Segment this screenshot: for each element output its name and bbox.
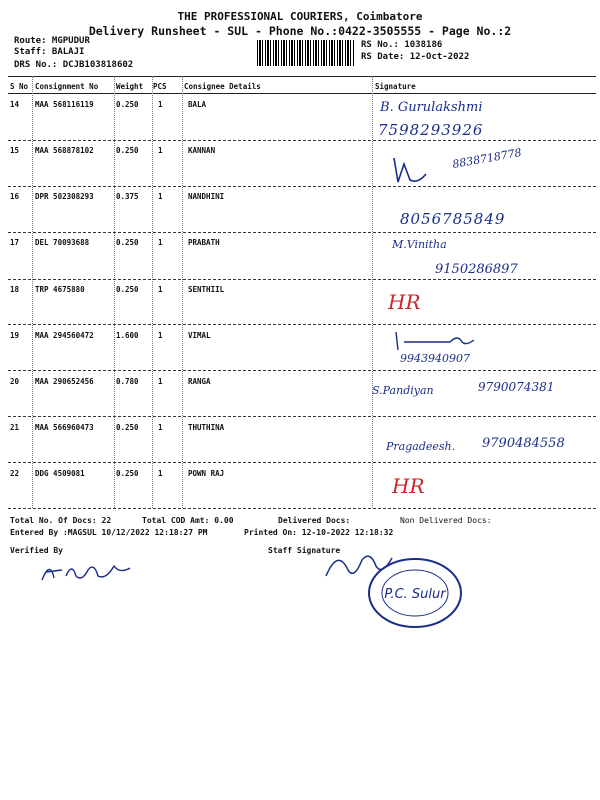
- row-consignment: TRP 4675880: [35, 285, 85, 294]
- row-divider: [8, 324, 596, 325]
- signature-phone: 8838718778: [451, 146, 523, 171]
- row-consignment: MAA 568878102: [35, 146, 94, 155]
- row-consignee: THUTHINA: [188, 423, 225, 432]
- col-header-weight: Weight: [116, 82, 144, 91]
- row-pcs: 1: [158, 285, 163, 294]
- row-consignment: MAA 566960473: [35, 423, 94, 432]
- signature-mark: HR: [392, 474, 425, 498]
- row-weight: 0.250: [116, 238, 139, 247]
- col-header-signature: Signature: [375, 82, 416, 91]
- row-consignee: SENTHIIL: [188, 285, 225, 294]
- post-office-stamp: [365, 555, 465, 630]
- row-weight: 0.250: [116, 146, 139, 155]
- signature-phone: 8056785849: [400, 210, 506, 228]
- row-consignee: POWN RAJ: [188, 469, 225, 478]
- rs-date: RS Date: 12-Oct-2022: [361, 52, 470, 62]
- signature-phone: 7598293926: [378, 121, 484, 139]
- row-weight: 1.600: [116, 331, 139, 340]
- row-sno: 14: [10, 100, 20, 109]
- row-divider: [8, 370, 596, 371]
- company-title: THE PROFESSIONAL COURIERS, Coimbatore: [177, 10, 423, 23]
- header-bottom-border: [8, 93, 596, 94]
- row-weight: 0.250: [116, 285, 139, 294]
- delivered-docs: Delivered Docs:: [278, 516, 351, 525]
- row-sno: 21: [10, 423, 20, 432]
- row-weight: 0.250: [116, 423, 139, 432]
- row-weight: 0.780: [116, 377, 139, 386]
- row-divider: [8, 416, 596, 417]
- row-pcs: 1: [158, 377, 163, 386]
- signature-scribble: [390, 330, 480, 352]
- total-cod: Total COD Amt: 0.00: [142, 516, 234, 525]
- row-sno: 18: [10, 285, 20, 294]
- row-sno: 15: [10, 146, 20, 155]
- row-consignment: DDG 4509081: [35, 469, 85, 478]
- signature-mark: HR: [388, 290, 421, 314]
- row-consignment: DEL 70093688: [35, 238, 90, 247]
- rs-number: RS No.: 1038186: [361, 40, 443, 50]
- row-consignee: KANNAN: [188, 146, 216, 155]
- table-top-border: [8, 76, 596, 77]
- signature-phone: 9790484558: [482, 436, 565, 451]
- row-weight: 0.250: [116, 100, 139, 109]
- row-divider: [8, 140, 596, 141]
- row-weight: 0.375: [116, 192, 139, 201]
- drs-number: DRS No.: DCJB103818602: [14, 60, 134, 70]
- row-sno: 22: [10, 469, 20, 478]
- non-delivered-docs: Non Delivered Docs:: [400, 516, 492, 525]
- printed-on: Printed On: 12-10-2022 12:18:32: [244, 528, 394, 537]
- row-divider: [8, 279, 596, 280]
- runsheet-subtitle: Delivery Runsheet - SUL - Phone No.:0422-3505555 - Page No.:2: [88, 24, 512, 38]
- row-divider: [8, 186, 596, 187]
- row-pcs: 1: [158, 469, 163, 478]
- col-header-pcs: PCS: [153, 82, 167, 91]
- row-divider: [8, 462, 596, 463]
- row-consignee: RANGA: [188, 377, 211, 386]
- signature-text: M.Vinitha: [392, 238, 447, 251]
- verified-by-label: Verified By: [10, 546, 63, 555]
- signature-text: Pragadeesh.: [386, 440, 456, 453]
- row-consignment: MAA 568116119: [35, 100, 94, 109]
- row-weight: 0.250: [116, 469, 139, 478]
- col-header-consignee: Consignee Details: [184, 82, 261, 91]
- signature-text: B. Gurulakshmi: [380, 100, 483, 115]
- staff-label: Staff: BALAJI: [14, 47, 85, 57]
- entered-by: Entered By :MAGSUL 10/12/2022 12:18:27 PM: [10, 528, 208, 537]
- signature-phone: 9790074381: [478, 380, 555, 394]
- verifier-signature: [36, 556, 136, 588]
- row-pcs: 1: [158, 100, 163, 109]
- row-consignee: BALA: [188, 100, 207, 109]
- row-pcs: 1: [158, 238, 163, 247]
- row-sno: 20: [10, 377, 20, 386]
- row-consignee: PRABATH: [188, 238, 220, 247]
- row-pcs: 1: [158, 331, 163, 340]
- row-pcs: 1: [158, 146, 163, 155]
- col-header-consignment: Consignment No: [35, 82, 99, 91]
- row-sno: 17: [10, 238, 20, 247]
- stamp-text: P.C. Sulur: [384, 587, 446, 602]
- row-consignment: MAA 290652456: [35, 377, 94, 386]
- row-divider: [8, 232, 596, 233]
- row-pcs: 1: [158, 192, 163, 201]
- signature-scribble: [386, 152, 446, 192]
- barcode: [257, 40, 355, 66]
- table-bottom-border: [8, 508, 596, 509]
- total-docs: Total No. Of Docs: 22: [10, 516, 112, 525]
- row-consignee: NANDHINI: [188, 192, 225, 201]
- row-sno: 19: [10, 331, 20, 340]
- signature-text: S.Pandiyan: [372, 384, 434, 397]
- row-pcs: 1: [158, 423, 163, 432]
- row-consignment: DPR 502308293: [35, 192, 94, 201]
- row-consignment: MAA 294560472: [35, 331, 94, 340]
- signature-phone: 9943940907: [400, 352, 470, 365]
- route-label: Route: MGPUDUR: [14, 36, 90, 46]
- signature-phone: 9150286897: [435, 262, 518, 277]
- row-sno: 16: [10, 192, 20, 201]
- col-header-sno: S No: [10, 82, 29, 91]
- staff-signature-label: Staff Signature: [268, 546, 341, 555]
- row-consignee: VIMAL: [188, 331, 211, 340]
